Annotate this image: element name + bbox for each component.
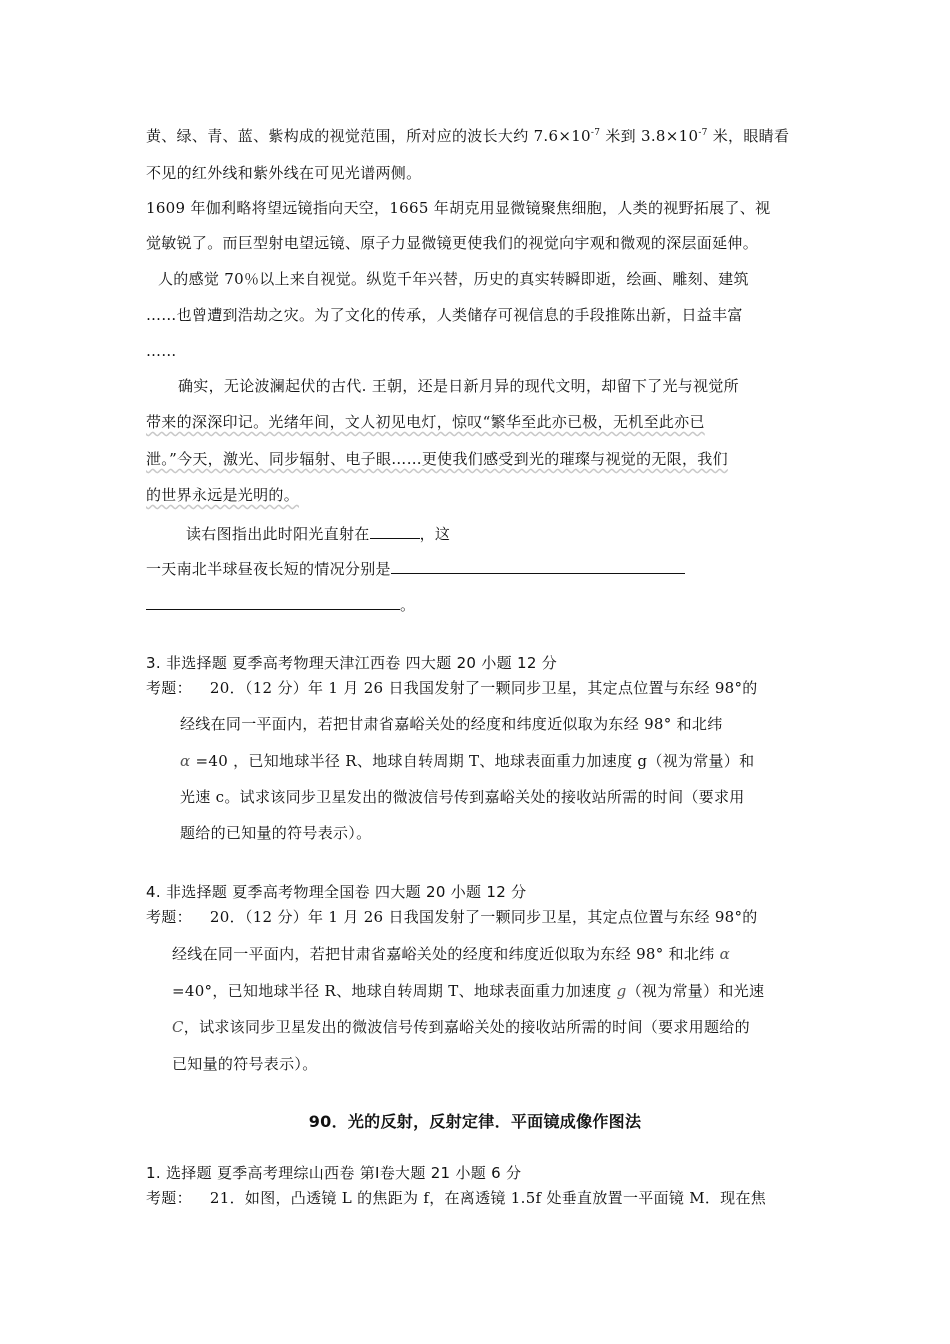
passage-line-7: …… (146, 342, 177, 360)
q4-line-1: 考题： 20．（12 分）年 1 月 26 日我国发射了一颗同步卫星，其定点位置与东经 98°的 (146, 908, 758, 926)
q4-header: 4. 非选择题 夏季高考物理全国卷 四大题 20 小题 12 分 (146, 883, 527, 901)
q3-line-4: 光速 c。试求该同步卫星发出的微波信号传到嘉峪关处的接收站所需的时间（要求用 (180, 788, 745, 806)
section-title: 90．光的反射，反射定律．平面镜成像作图法 (308, 1112, 642, 1131)
q1-header: 1. 选择题 夏季高考理综山西卷 第Ⅰ卷大题 21 小题 6 分 (146, 1164, 522, 1182)
q4-line-5: 已知量的符号表示）。 (172, 1055, 318, 1073)
passage-line-6: ……也曾遭到浩劫之灾。为了文化的传承，人类储存可视信息的手段推陈出新，日益丰富 (146, 306, 743, 324)
q4-line-2: 经线在同一平面内，若把甘肃省嘉峪关处的经度和纬度近似取为东经 98° 和北纬 α (172, 945, 731, 963)
passage-line-3: 1609 年伽利略将望远镜指向天空，1665 年胡克用显微镜聚焦细胞，人类的视野拓展了、视 (146, 199, 771, 217)
q4-line-3: =40°，已知地球半径 R、地球自转周期 T、地球表面重力加速度 g（视为常量）和光速 (172, 982, 765, 1000)
fill-line-1: 读右图指出此时阳光直射在 ，这 (186, 522, 450, 544)
q3-header: 3. 非选择题 夏季高考物理天津江西卷 四大题 20 小题 12 分 (146, 654, 558, 672)
passage-line-8: 确实，无论波澜起伏的古代. 王朝，还是日新月异的现代文明，却留下了光与视觉所 (178, 377, 739, 395)
passage-line-4: 觉敏锐了。而巨型射电望远镜、原子力显微镜更使我们的视觉向宇观和微观的深层面延伸。 (146, 234, 759, 252)
q3-line-3: α =40 ，已知地球半径 R、地球自转周期 T、地球表面重力加速度 g（视为常量）和 (180, 752, 755, 770)
passage-line-2: 不见的红外线和紫外线在可见光谱两侧。 (146, 164, 422, 182)
answer-blank-2[interactable] (391, 557, 685, 574)
q4-line-4: C，试求该同步卫星发出的微波信号传到嘉峪关处的接收站所需的时间（要求用题给的 (172, 1018, 750, 1036)
fill-line-2: 一天南北半球昼夜长短的情况分别是 (146, 557, 685, 579)
q3-line-5: 题给的已知量的符号表示）。 (180, 824, 372, 842)
q3-line-2: 经线在同一平面内，若把甘肃省嘉峪关处的经度和纬度近似取为东经 98° 和北纬 (180, 715, 723, 733)
answer-blank-3[interactable] (146, 593, 400, 610)
passage-line-9: 带来的深深印记。光绪年间，文人初见电灯，惊叹“繁华至此亦已极，无机至此亦已 (146, 413, 705, 431)
answer-blank-1[interactable] (370, 522, 420, 539)
q1-line-1: 考题： 21．如图，凸透镜 L 的焦距为 f，在离透镜 1.5f 处垂直放置一平面镜 M．现在焦 (146, 1189, 767, 1207)
q3-line-1: 考题： 20．（12 分）年 1 月 26 日我国发射了一颗同步卫星，其定点位置与东经 98°的 (146, 679, 758, 697)
passage-line-10: 泄。”今天，激光、同步辐射、电子眼……更使我们感受到光的璀璨与视觉的无限，我们 (146, 450, 728, 468)
fill-line-3: 。 (146, 593, 415, 615)
passage-line-1: 黄、绿、青、蓝、紫构成的视觉范围，所对应的波长大约 $7.6\times 10^{-7}$ 米到 $3.8\times 10^{-7}$ 米，眼睛看 (146, 127, 790, 145)
passage-line-11: 的世界永远是光明的。 (146, 486, 300, 504)
passage-line-5: 人的感觉 70％以上来自视觉。纵览千年兴替，历史的真实转瞬即逝，绘画、雕刻、建筑 (158, 270, 749, 288)
